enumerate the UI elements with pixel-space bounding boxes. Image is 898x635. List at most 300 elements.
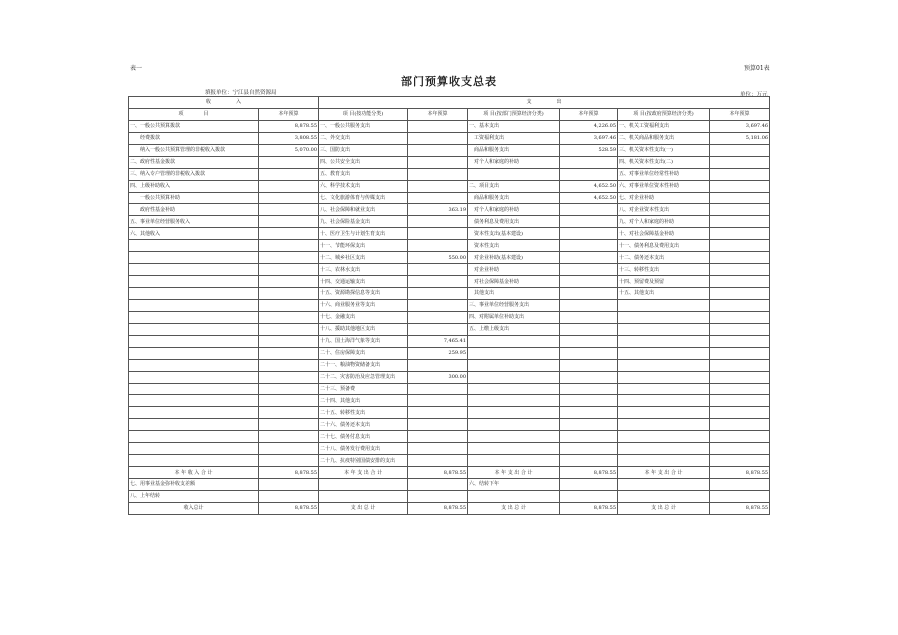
amount-cell <box>408 419 468 431</box>
reporting-unit: 填报单位：宁江县自然资源局 <box>205 90 277 96</box>
item-cell: 三、纳入专户管理的非税收入拨款 <box>129 168 259 180</box>
amount-cell <box>710 204 770 216</box>
amount-cell <box>710 323 770 335</box>
table-row <box>129 204 770 216</box>
amount-cell <box>259 455 319 467</box>
table-row <box>129 407 770 419</box>
amount-cell <box>710 335 770 347</box>
item-cell <box>319 479 408 491</box>
amount-cell <box>408 240 468 252</box>
item-cell <box>468 347 560 359</box>
amount-cell <box>710 347 770 359</box>
amount-cell <box>259 490 319 502</box>
amount-cell <box>560 383 618 395</box>
amount-cell <box>560 490 618 502</box>
item-cell <box>129 299 259 311</box>
amount-cell <box>408 383 468 395</box>
amount-cell <box>259 192 319 204</box>
item-cell: 八、对企业资本性支出 <box>618 204 710 216</box>
amount-cell <box>408 168 468 180</box>
table-row <box>129 359 770 371</box>
amount-cell <box>560 443 618 455</box>
item-cell <box>129 323 259 335</box>
amount-cell: 本年预算 <box>259 108 319 120</box>
item-cell: 经费拨款 <box>129 132 259 144</box>
amount-cell <box>259 479 319 491</box>
amount-cell: 528.59 <box>560 144 618 156</box>
item-cell: 五、对事业单位经常性补助 <box>618 168 710 180</box>
amount-cell: 4,226.05 <box>560 120 618 132</box>
amount-cell <box>710 264 770 276</box>
amount-cell <box>408 192 468 204</box>
item-cell: 十七、金融支出 <box>319 311 408 323</box>
amount-cell <box>259 252 319 264</box>
item-cell: 二、外交支出 <box>319 132 408 144</box>
amount-cell <box>259 383 319 395</box>
table-row <box>129 120 770 132</box>
amount-cell <box>259 323 319 335</box>
amount-cell <box>560 228 618 240</box>
item-cell: 本 年 支 出 合 计 <box>319 467 408 479</box>
table-row <box>129 192 770 204</box>
table-row <box>129 276 770 288</box>
amount-cell <box>259 216 319 228</box>
amount-cell <box>710 299 770 311</box>
amount-cell <box>710 192 770 204</box>
item-cell: 债务利息及费用支出 <box>468 216 560 228</box>
table-row <box>129 240 770 252</box>
item-cell: 纳入一般公共预算管理的非税收入拨款 <box>129 144 259 156</box>
item-cell <box>129 431 259 443</box>
amount-cell <box>710 371 770 383</box>
amount-cell <box>560 347 618 359</box>
amount-cell <box>259 335 319 347</box>
amount-cell: 本年预算 <box>710 108 770 120</box>
column-header-row <box>129 108 770 120</box>
amount-cell <box>259 264 319 276</box>
item-cell <box>129 335 259 347</box>
item-cell: 对个人和家庭的补助 <box>468 204 560 216</box>
amount-cell <box>408 431 468 443</box>
item-cell: 二、政府性基金拨款 <box>129 156 259 168</box>
item-cell: 七、用事业基金弥补收支差额 <box>129 479 259 491</box>
table-row <box>129 419 770 431</box>
amount-cell <box>560 264 618 276</box>
table-row <box>129 288 770 300</box>
item-cell: 二十五、转移性支出 <box>319 407 408 419</box>
item-cell <box>618 311 710 323</box>
item-cell: 收入总计 <box>129 502 259 514</box>
item-cell: 三、国防支出 <box>319 144 408 156</box>
item-cell <box>618 347 710 359</box>
item-cell: 支 出 总 计 <box>319 502 408 514</box>
amount-cell <box>259 299 319 311</box>
amount-cell <box>710 490 770 502</box>
amount-cell: 550.00 <box>408 252 468 264</box>
amount-cell <box>408 443 468 455</box>
amount-cell <box>259 240 319 252</box>
item-cell: 四、对附属单位补助支出 <box>468 311 560 323</box>
amount-cell <box>560 431 618 443</box>
item-cell: 支 出 总 计 <box>468 502 560 514</box>
item-cell: 十四、交通运输支出 <box>319 276 408 288</box>
item-cell <box>468 419 560 431</box>
amount-cell: 300.00 <box>408 371 468 383</box>
item-cell: 十三、农林水支出 <box>319 264 408 276</box>
item-cell: 二十七、债务付息支出 <box>319 431 408 443</box>
item-cell: 本 年 收 入 合 计 <box>129 467 259 479</box>
amount-cell <box>408 120 468 132</box>
amount-cell <box>408 156 468 168</box>
item-cell: 一、一般公共服务支出 <box>319 120 408 132</box>
table-row <box>129 335 770 347</box>
item-cell: 二十六、债务还本支出 <box>319 419 408 431</box>
amount-cell: 本年预算 <box>560 108 618 120</box>
amount-cell <box>259 311 319 323</box>
table-row <box>129 490 770 502</box>
item-cell <box>129 264 259 276</box>
item-cell <box>129 252 259 264</box>
item-cell: 一般公共预算补助 <box>129 192 259 204</box>
amount-cell <box>560 168 618 180</box>
item-cell <box>468 371 560 383</box>
amount-cell: 259.95 <box>408 347 468 359</box>
item-cell <box>129 419 259 431</box>
item-cell: 三、机关资本性支出(一) <box>618 144 710 156</box>
item-cell <box>468 443 560 455</box>
item-cell: 十四、预留费及预留 <box>618 276 710 288</box>
amount-cell <box>710 395 770 407</box>
amount-cell <box>710 144 770 156</box>
item-cell <box>468 395 560 407</box>
item-cell: 二十九、抗疫特别国债安排的支出 <box>319 455 408 467</box>
item-cell: 对企业补助(基本建设) <box>468 252 560 264</box>
item-cell: 二、机关商品和服务支出 <box>618 132 710 144</box>
amount-cell: 8,878.55 <box>259 120 319 132</box>
item-cell: 十五、其他支出 <box>618 288 710 300</box>
item-cell <box>618 359 710 371</box>
item-cell: 工资福利支出 <box>468 132 560 144</box>
amount-cell <box>710 216 770 228</box>
item-cell: 九、社会保险基金支出 <box>319 216 408 228</box>
table-row <box>129 299 770 311</box>
amount-cell: 8,878.55 <box>408 467 468 479</box>
item-cell: 二十一、粮油物资储备支出 <box>319 359 408 371</box>
amount-cell <box>560 299 618 311</box>
amount-cell: 8,878.55 <box>710 467 770 479</box>
item-cell: 六、科学技术支出 <box>319 180 408 192</box>
amount-cell: 4,652.50 <box>560 192 618 204</box>
amount-cell <box>259 288 319 300</box>
amount-cell: 8,878.55 <box>560 467 618 479</box>
table-code-left: 表一 <box>130 65 143 72</box>
item-cell: 对社会保障基金补助 <box>468 276 560 288</box>
amount-cell <box>710 431 770 443</box>
table-row <box>129 347 770 359</box>
amount-cell <box>710 240 770 252</box>
item-cell: 五、上缴上级支出 <box>468 323 560 335</box>
table-row <box>129 264 770 276</box>
item-cell <box>468 335 560 347</box>
item-cell <box>468 407 560 419</box>
item-cell: 二十、住房保障支出 <box>319 347 408 359</box>
amount-cell <box>408 216 468 228</box>
amount-cell <box>710 455 770 467</box>
amount-cell <box>560 216 618 228</box>
item-cell: 政府性基金补助 <box>129 204 259 216</box>
item-cell: 十二、债务还本支出 <box>618 252 710 264</box>
amount-cell <box>408 228 468 240</box>
item-cell <box>618 323 710 335</box>
table-row <box>129 371 770 383</box>
amount-cell <box>710 168 770 180</box>
item-cell: 十、对社会保障基金补助 <box>618 228 710 240</box>
item-cell: 项 目(按政府预算经济分类) <box>618 108 710 120</box>
amount-cell <box>408 311 468 323</box>
amount-cell <box>259 347 319 359</box>
item-cell: 项 目 <box>129 108 259 120</box>
amount-cell <box>560 311 618 323</box>
amount-cell <box>408 144 468 156</box>
table-row <box>129 156 770 168</box>
table-code-right: 预算01表 <box>744 65 770 72</box>
item-cell: 其他支出 <box>468 288 560 300</box>
item-cell: 四、公共安全支出 <box>319 156 408 168</box>
item-cell: 六、对事业单位资本性补助 <box>618 180 710 192</box>
amount-cell <box>408 299 468 311</box>
item-cell <box>618 395 710 407</box>
amount-cell <box>259 443 319 455</box>
table-row <box>129 431 770 443</box>
item-cell: 一、基本支出 <box>468 120 560 132</box>
item-cell <box>129 347 259 359</box>
item-cell <box>618 407 710 419</box>
item-cell <box>468 383 560 395</box>
amount-cell <box>259 204 319 216</box>
item-cell: 十五、资源勘探信息等支出 <box>319 288 408 300</box>
amount-cell <box>560 359 618 371</box>
item-cell <box>618 490 710 502</box>
amount-cell <box>560 252 618 264</box>
amount-cell <box>710 419 770 431</box>
table-row <box>129 168 770 180</box>
amount-cell <box>259 419 319 431</box>
money-unit: 单位：万元 <box>740 92 768 98</box>
item-cell <box>129 395 259 407</box>
table-row <box>129 180 770 192</box>
item-cell: 四、上级补助收入 <box>129 180 259 192</box>
group-header-row <box>129 97 770 109</box>
amount-cell <box>259 431 319 443</box>
amount-cell: 5,181.06 <box>710 132 770 144</box>
amount-cell <box>560 288 618 300</box>
amount-cell <box>259 156 319 168</box>
expense-header: 支 出 <box>319 97 770 109</box>
item-cell: 八、上年结转 <box>129 490 259 502</box>
item-cell: 五、事业单位经营服务收入 <box>129 216 259 228</box>
amount-cell <box>560 240 618 252</box>
item-cell <box>468 431 560 443</box>
amount-cell <box>710 383 770 395</box>
page-title: 部门预算收支总表 <box>401 75 497 88</box>
amount-cell: 本年预算 <box>408 108 468 120</box>
item-cell <box>468 168 560 180</box>
item-cell <box>129 288 259 300</box>
item-cell <box>129 240 259 252</box>
item-cell: 支 出 总 计 <box>618 502 710 514</box>
amount-cell: 8,878.55 <box>560 502 618 514</box>
table-row <box>129 132 770 144</box>
item-cell: 十八、援助其他地区支出 <box>319 323 408 335</box>
amount-cell <box>710 180 770 192</box>
item-cell <box>129 371 259 383</box>
item-cell: 商品和服务支出 <box>468 144 560 156</box>
amount-cell <box>710 407 770 419</box>
item-cell: 四、机关资本性支出(二) <box>618 156 710 168</box>
amount-cell: 4,652.50 <box>560 180 618 192</box>
amount-cell <box>408 288 468 300</box>
item-cell <box>618 371 710 383</box>
item-cell <box>468 490 560 502</box>
item-cell <box>468 455 560 467</box>
item-cell <box>129 455 259 467</box>
item-cell: 六、其他收入 <box>129 228 259 240</box>
budget-table <box>128 96 770 515</box>
item-cell <box>618 419 710 431</box>
amount-cell <box>408 180 468 192</box>
item-cell <box>129 276 259 288</box>
amount-cell <box>259 407 319 419</box>
table-row <box>129 311 770 323</box>
item-cell: 一、机关工资福利支出 <box>618 120 710 132</box>
amount-cell <box>560 455 618 467</box>
item-cell <box>618 479 710 491</box>
amount-cell: 8,878.55 <box>259 502 319 514</box>
item-cell: 十一、节能环保支出 <box>319 240 408 252</box>
item-cell: 九、对个人和家庭的补助 <box>618 216 710 228</box>
amount-cell: 5,070.00 <box>259 144 319 156</box>
item-cell: 二十二、灾害防治及应急管理支出 <box>319 371 408 383</box>
item-cell <box>129 383 259 395</box>
amount-cell <box>259 168 319 180</box>
amount-cell <box>408 264 468 276</box>
item-cell: 商品和服务支出 <box>468 192 560 204</box>
item-cell: 一、一般公共预算拨款 <box>129 120 259 132</box>
amount-cell: 7,465.41 <box>408 335 468 347</box>
table-row <box>129 228 770 240</box>
table-row <box>129 479 770 491</box>
amount-cell <box>710 288 770 300</box>
grand-total-row <box>129 502 770 514</box>
item-cell: 八、社会保障和就业支出 <box>319 204 408 216</box>
amount-cell: 3,697.46 <box>710 120 770 132</box>
item-cell <box>618 299 710 311</box>
item-cell <box>468 359 560 371</box>
amount-cell <box>408 276 468 288</box>
amount-cell <box>710 252 770 264</box>
amount-cell: 363.19 <box>408 204 468 216</box>
table-row <box>129 395 770 407</box>
amount-cell: 8,878.55 <box>259 467 319 479</box>
amount-cell <box>408 490 468 502</box>
amount-cell <box>710 156 770 168</box>
item-cell: 本 年 支 出 合 计 <box>618 467 710 479</box>
amount-cell <box>560 323 618 335</box>
amount-cell <box>408 323 468 335</box>
table-row <box>129 443 770 455</box>
table-row <box>129 323 770 335</box>
amount-cell <box>560 335 618 347</box>
amount-cell <box>259 395 319 407</box>
item-cell: 十三、转移性支出 <box>618 264 710 276</box>
amount-cell <box>560 276 618 288</box>
item-cell <box>129 311 259 323</box>
item-cell: 七、对企业补助 <box>618 192 710 204</box>
amount-cell <box>560 395 618 407</box>
table-row <box>129 455 770 467</box>
amount-cell <box>408 359 468 371</box>
amount-cell: 3,697.46 <box>560 132 618 144</box>
table-row <box>129 383 770 395</box>
amount-cell <box>408 395 468 407</box>
item-cell: 十、医疗卫生与计划生育支出 <box>319 228 408 240</box>
amount-cell <box>710 228 770 240</box>
item-cell <box>319 490 408 502</box>
item-cell: 本 年 支 出 合 计 <box>468 467 560 479</box>
item-cell <box>618 443 710 455</box>
item-cell: 十一、债务利息及费用支出 <box>618 240 710 252</box>
item-cell: 二十八、债务发行费用支出 <box>319 443 408 455</box>
amount-cell <box>259 180 319 192</box>
amount-cell <box>408 407 468 419</box>
item-cell: 项 目(按部门预算经济分类) <box>468 108 560 120</box>
item-cell: 五、教育支出 <box>319 168 408 180</box>
amount-cell <box>560 479 618 491</box>
item-cell: 七、文化旅游体育与传媒支出 <box>319 192 408 204</box>
table-row <box>129 252 770 264</box>
item-cell: 三、事业单位经营服务支出 <box>468 299 560 311</box>
amount-cell <box>560 156 618 168</box>
item-cell: 二十三、预备费 <box>319 383 408 395</box>
amount-cell <box>710 443 770 455</box>
amount-cell <box>560 419 618 431</box>
item-cell <box>129 443 259 455</box>
amount-cell <box>560 204 618 216</box>
item-cell: 十九、国土海洋气象等支出 <box>319 335 408 347</box>
item-cell <box>618 383 710 395</box>
amount-cell <box>408 455 468 467</box>
item-cell <box>618 431 710 443</box>
amount-cell <box>259 371 319 383</box>
item-cell: 二、项目支出 <box>468 180 560 192</box>
income-header: 收 入 <box>129 97 319 109</box>
amount-cell <box>710 276 770 288</box>
amount-cell <box>408 132 468 144</box>
amount-cell: 3,808.55 <box>259 132 319 144</box>
amount-cell <box>710 359 770 371</box>
amount-cell <box>259 228 319 240</box>
amount-cell: 8,878.55 <box>408 502 468 514</box>
amount-cell: 8,878.55 <box>710 502 770 514</box>
amount-cell <box>259 359 319 371</box>
total-row <box>129 467 770 479</box>
item-cell <box>618 335 710 347</box>
amount-cell <box>560 407 618 419</box>
item-cell: 项 目(按功能分类) <box>319 108 408 120</box>
item-cell <box>618 455 710 467</box>
item-cell: 十六、商业服务业等支出 <box>319 299 408 311</box>
amount-cell <box>259 276 319 288</box>
